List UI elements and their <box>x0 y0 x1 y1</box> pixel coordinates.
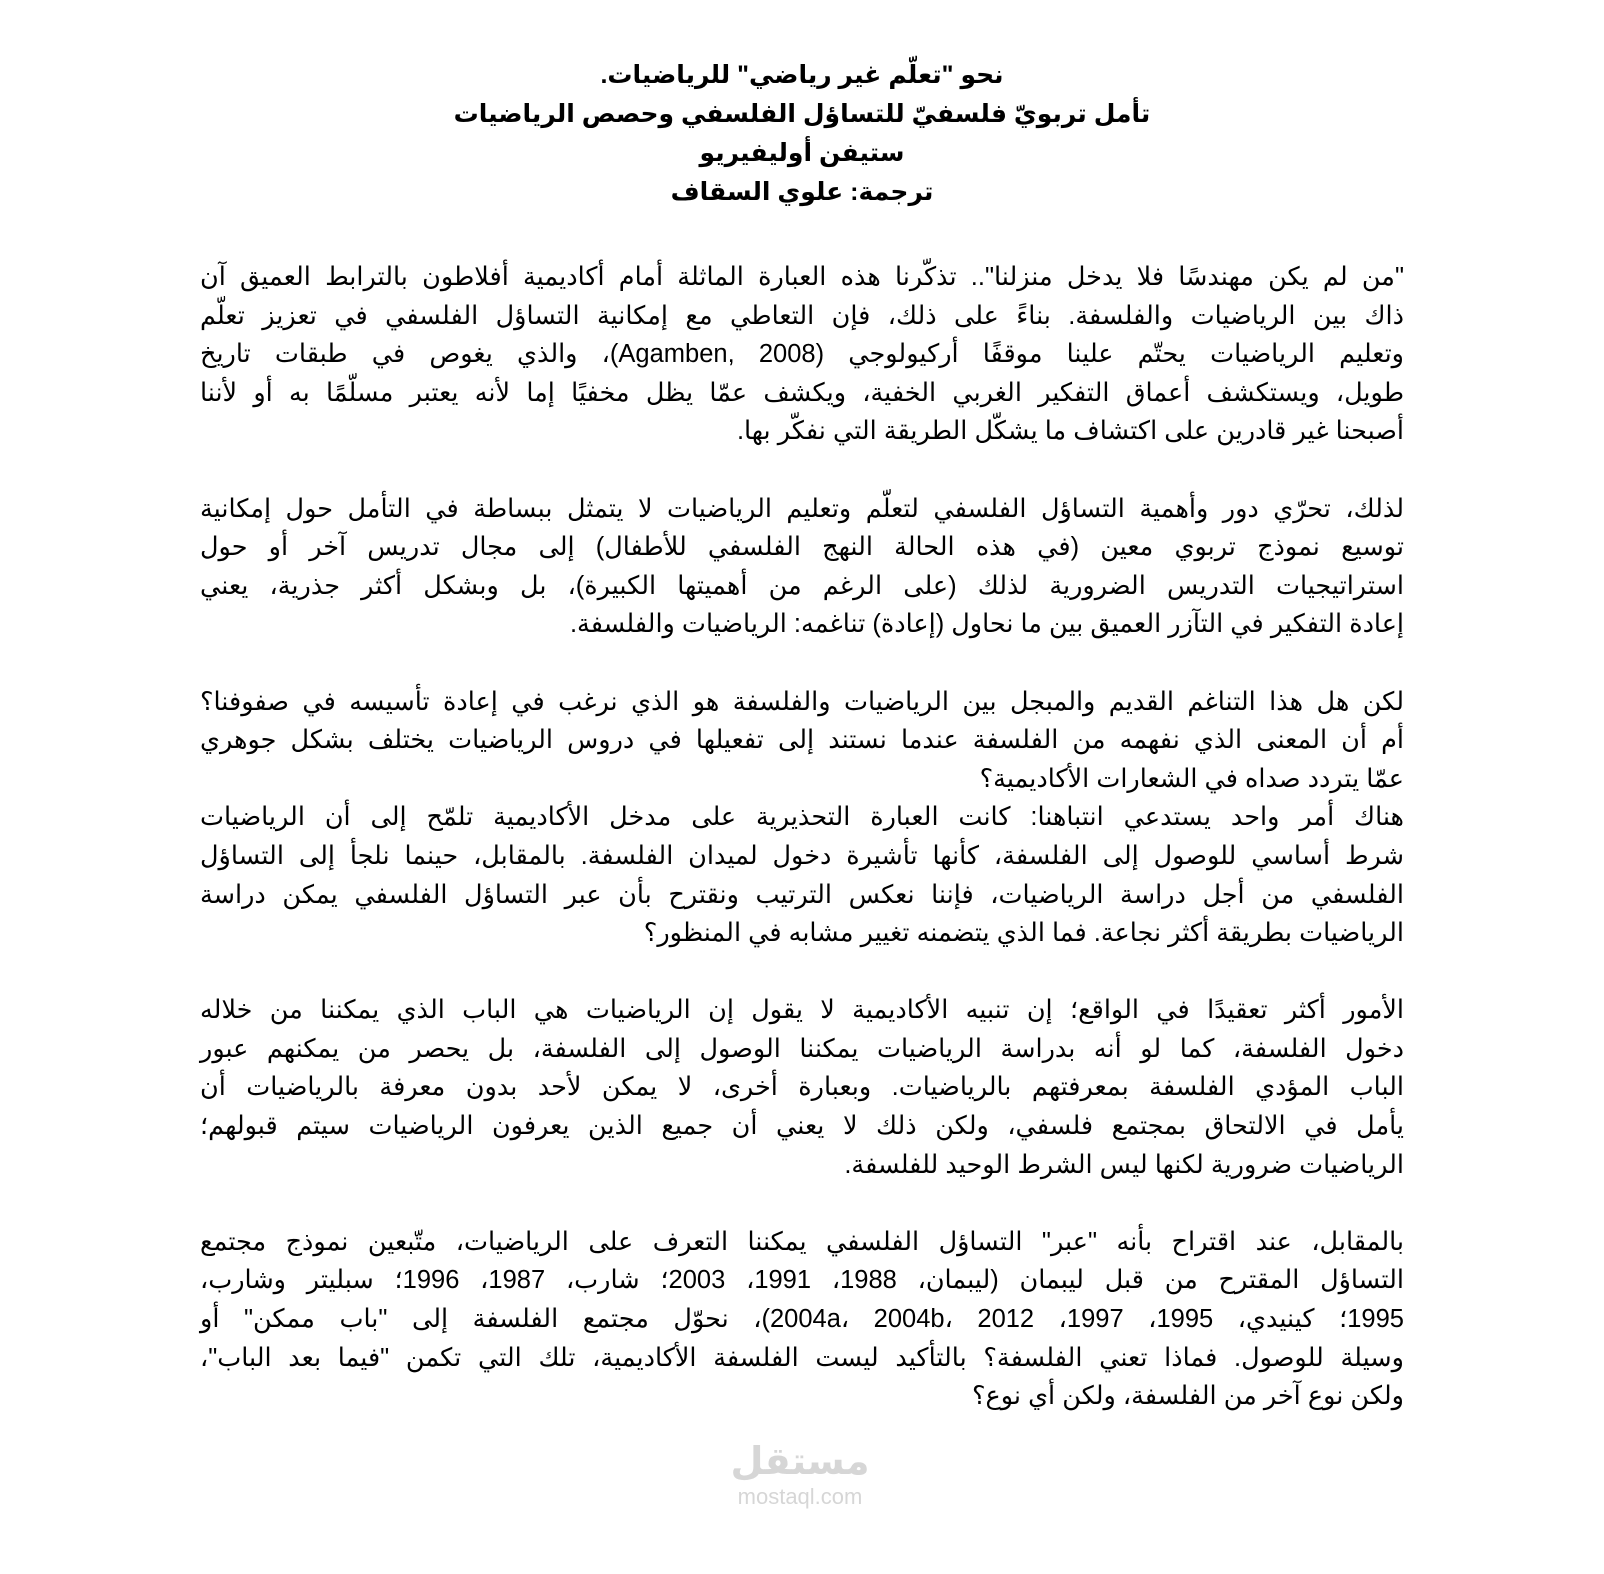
paragraph-line: الرياضيات ضرورية لكنها ليس الشرط الوحيد للفلسفة. <box>844 1150 1404 1179</box>
paragraph-line: وتعليم الرياضيات يحتّم علينا موقفًا أركيولوجي (Agamben, 2008)، والذي يغوص في طبقات تاريخ <box>200 340 1404 369</box>
paragraph-line: شرط أساسي للوصول إلى الفلسفة، كأنها تأشيرة دخول لميدان الفلسفة. بالمقابل، حينما نلجأ إلى التساؤل <box>200 841 1404 870</box>
paragraph-line: أصبحنا غير قادرين على اكتشاف ما يشكّل الطريقة التي نفكّر بها. <box>736 417 1404 446</box>
paragraph-line: هناك أمر واحد يستدعي انتباهنا: كانت العبارة التحذيرية على مدخل الأكاديمية تلمّح إلى أن الرياضيات <box>200 803 1404 832</box>
paragraph-line: وسيلة للوصول. فماذا تعني الفلسفة؟ بالتأكيد ليست الفلسفة الأكاديمية، تلك التي تكمن "فيما بعد الباب"، <box>200 1343 1404 1372</box>
paragraph-4 <box>200 991 1404 1184</box>
paragraph-line: "من لم يكن مهندسًا فلا يدخل منزلنا".. تذكّرنا هذه العبارة الماثلة أمام أكاديمية أفلاطون بالترابط العميق آن <box>200 263 1404 291</box>
paragraph-line: الباب المؤدي الفلسفة بمعرفتهم بالرياضيات. وبعبارة أخرى، لا يمكن لأحد بدون معرفة بالرياضيات أن <box>200 1073 1404 1102</box>
watermark-arabic: مستقل <box>730 1441 870 1483</box>
document-header <box>0 56 1604 212</box>
paragraph-line: 1995؛ كينيدي، 1995، 1997، 2004a، 2004b، 2012)، نحوّل مجتمع الفلسفة إلى "باب ممكن" أو <box>200 1305 1404 1334</box>
paragraph-line: لذلك، تحرّي دور وأهمية التساؤل الفلسفي لتعلّم وتعليم الرياضيات لا يتمثل ببساطة في التأمل حول إمكانية <box>200 494 1404 523</box>
paragraph-line: بالمقابل، عند اقتراح بأنه "عبر" التساؤل الفلسفي يمكننا التعرف على الرياضيات، متّبعين نموذج مجتمع <box>200 1227 1404 1256</box>
paragraph-line: دخول الفلسفة، كما لو أنه بدراسة الرياضيات يمكننا الوصول إلى الفلسفة، بل يحصر من يمكنهم عبور <box>200 1034 1404 1063</box>
paragraph-line: ذاك بين الرياضيات والفلسفة. بناءً على ذلك، فإن التعاطي مع إمكانية التساؤل الفلسفي في تعزيز تعلّم <box>200 301 1404 330</box>
paragraph-3 <box>200 683 1404 953</box>
paragraph-line: توسيع نموذج تربوي معين (في هذه الحالة النهج الفلسفي للأطفال) إلى مجال تدريس آخر أو حول <box>200 533 1404 562</box>
document-title: نحو "تعلّم غير رياضي" للرياضيات. <box>600 61 1004 89</box>
paragraph-line: الأمور أكثر تعقيدًا في الواقع؛ إن تنبيه الأكاديمية لا يقول إن الرياضيات هي الباب الذي يمكننا من خلاله <box>200 996 1404 1025</box>
paragraph-line: أم أن المعنى الذي نفهمه من الفلسفة عندما نستند إلى تفعيلها في دروس الرياضيات يختلف بشكل جوهري <box>200 726 1404 755</box>
author-name: ستيفن أوليفيريو <box>699 139 905 167</box>
translator-credit: ترجمة: علوي السقاف <box>670 178 934 206</box>
paragraph-1 <box>200 258 1404 451</box>
paragraph-line: ولكن نوع آخر من الفلسفة، ولكن أي نوع؟ <box>971 1382 1404 1411</box>
paragraph-line: استراتيجيات التدريس الضرورية لذلك (على الرغم من أهميتها الكبيرة)، بل وبشكل أكثر جذرية، يعني <box>200 571 1404 600</box>
paragraph-line: التساؤل المقترح من قبل ليبمان (ليبمان، 1988، 1991، 2003؛ شارب، 1987، 1996؛ سبليتر وشارب، <box>200 1266 1404 1295</box>
paragraph-line: إعادة التفكير في التآزر العميق بين ما نحاول (إعادة) تناغمه: الرياضيات والفلسفة. <box>569 610 1404 639</box>
paragraph-5 <box>200 1223 1404 1416</box>
paragraph-line: الرياضيات بطريقة أكثر نجاعة. فما الذي يتضمنه تغيير مشابه في المنظور؟ <box>643 919 1404 948</box>
watermark-latin: mostaql.com <box>737 1484 863 1509</box>
paragraph-2 <box>200 490 1404 644</box>
paragraph-line: طويل، ويستكشف أعماق التفكير الغربي الخفية، ويكشف عمّا يظل مخفيًا إما لأنه يعتبر مسلّمًا به أو لأننا <box>200 378 1404 407</box>
paragraph-line: عمّا يتردد صداه في الشعارات الأكاديمية؟ <box>979 764 1404 793</box>
document-body <box>200 258 1404 1454</box>
paragraph-line: يأمل في الالتحاق بمجتمع فلسفي، ولكن ذلك لا يعني أن جميع الذين يعرفون الرياضيات سيتم قبولهم؛ <box>200 1112 1404 1141</box>
paragraph-line: لكن هل هذا التناغم القديم والمبجل بين الرياضيات والفلسفة هو الذي نرغب في إعادة تأسيسه في صفوفنا؟ <box>200 687 1404 716</box>
paragraph-line: الفلسفي من أجل دراسة الرياضيات، فإننا نعكس الترتيب ونقترح بأن عبر التساؤل الفلسفي يمكن دراسة <box>200 880 1404 909</box>
document-subtitle: تأمل تربويّ فلسفيّ للتساؤل الفلسفي وحصص الرياضيات <box>453 100 1151 128</box>
